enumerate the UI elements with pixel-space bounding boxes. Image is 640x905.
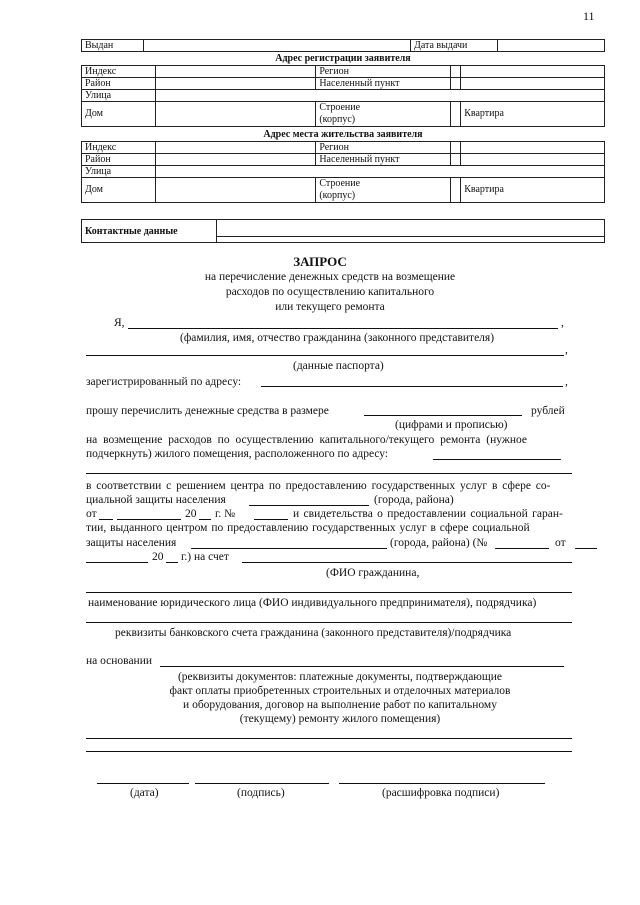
res-apartment-label: Квартира [461, 178, 605, 203]
reg-street-field[interactable] [155, 90, 604, 102]
center-city-line[interactable] [249, 505, 369, 506]
from-year-prefix: 20 [185, 508, 197, 520]
from-month-line[interactable] [117, 519, 181, 520]
signature-decode-hint: (расшифровка подписи) [382, 787, 500, 799]
rub-label: рублей [531, 405, 565, 417]
passport-line[interactable] [86, 355, 564, 356]
reg-building-label-1: Строение [319, 102, 361, 113]
reg-address-title: Адрес регистрации заявителя [275, 53, 411, 64]
issued-table [81, 39, 605, 52]
res-building-label [316, 178, 451, 203]
property-address-line-2[interactable] [86, 473, 572, 474]
reg-district-label: Район [82, 78, 156, 90]
reg-apartment-label: Квартира [461, 102, 605, 127]
request-sub-3: или текущего ремонта [275, 301, 385, 313]
res-region-field-a[interactable] [451, 142, 461, 154]
res-region-label: Регион [316, 142, 451, 154]
reg-house-label: Дом [82, 102, 156, 127]
cert-line-3a: защиты населения [86, 537, 177, 549]
docs-hint-1: (реквизиты документов: платежные документы, подтверждающие [177, 671, 503, 683]
bank-line[interactable] [86, 622, 572, 623]
signature-line[interactable] [195, 783, 329, 784]
cert-line-3c: от [555, 537, 566, 549]
reg-street-label: Улица [82, 90, 156, 102]
repair-line-1: на возмещение расходов по осуществлению капитального/текущего ремонта (нужное [86, 434, 527, 446]
issue-date-label: Дата выдачи [411, 40, 498, 52]
reg-locality-field-a[interactable] [451, 78, 461, 90]
basis-line-2[interactable] [86, 738, 572, 739]
res-index-field[interactable] [155, 142, 316, 154]
page-number: 11 [583, 9, 595, 23]
fio-citizen-hint: (ФИО гражданина, [326, 567, 420, 579]
reg-building-field[interactable] [451, 102, 461, 127]
basis-line[interactable] [160, 666, 564, 667]
cert-day-line[interactable] [575, 548, 597, 549]
res-street-label: Улица [82, 166, 156, 178]
docs-hint-4: (текущему) ремонту жилого помещения) [239, 713, 441, 725]
res-region-field[interactable] [461, 142, 605, 154]
reg-address-table [81, 65, 605, 127]
signature-hint: (подпись) [237, 787, 285, 799]
issued-field[interactable] [144, 40, 411, 52]
reg-region-field[interactable] [461, 66, 605, 78]
accord-line-1: в соответствии с решением центра по предоставлению государственных услуг в сфере со- [86, 480, 551, 492]
res-district-field[interactable] [155, 154, 316, 166]
res-district-label: Район [82, 154, 156, 166]
signature-decode-line[interactable] [339, 783, 545, 784]
comma-2: , [565, 344, 568, 356]
registered-line[interactable] [261, 386, 563, 387]
repair-line-2: подчеркнуть) жилого помещения, расположенного по адресу: [86, 448, 389, 460]
from-line-rest: и свидетельства о предоставлении социальной гаран- [293, 508, 563, 520]
date-hint: (дата) [130, 787, 159, 799]
from-year-line[interactable] [199, 519, 211, 520]
request-sub-2: расходов по осуществлению капитального [225, 286, 435, 298]
accord-line-2b: (города, района) [374, 494, 454, 506]
reg-region-label: Регион [316, 66, 451, 78]
res-street-field[interactable] [155, 166, 604, 178]
res-address-title: Адрес места жительства заявителя [263, 129, 423, 140]
digits-hint: (цифрами и прописью) [395, 419, 508, 431]
amount-line[interactable] [364, 415, 522, 416]
reg-locality-field[interactable] [461, 78, 605, 90]
issued-label: Выдан [82, 40, 144, 52]
res-locality-field[interactable] [461, 154, 605, 166]
cert-line-3b: (города, района) (№ [390, 537, 488, 549]
res-house-field[interactable] [155, 178, 316, 203]
cert-line-2: тии, выданного центром по предоставлению государственных услуг в сфере социальной [86, 522, 530, 534]
request-sub-1: на перечисление денежных средств на возмещение [204, 271, 456, 283]
comma-1: , [561, 317, 564, 329]
account-line[interactable] [242, 562, 572, 563]
registered-label: зарегистрированный по адресу: [86, 376, 242, 388]
reg-building-label-2: (корпус) [319, 114, 356, 125]
comma-3: , [565, 376, 568, 388]
res-address-table [81, 141, 605, 203]
res-locality-field-a[interactable] [451, 154, 461, 166]
fio-line[interactable] [128, 328, 558, 329]
passport-hint: (данные паспорта) [293, 360, 384, 372]
from-label: от [86, 508, 97, 520]
docs-hint-2: факт оплаты приобретенных строительных и отделочных материалов [169, 685, 511, 697]
contacts-field[interactable] [217, 220, 605, 243]
reg-district-field[interactable] [155, 78, 316, 90]
issue-date-field[interactable] [498, 40, 605, 52]
recipient-line[interactable] [86, 592, 572, 593]
fio-hint: (фамилия, имя, отчество гражданина (законного представителя) [180, 332, 495, 344]
cert-number-line[interactable] [495, 548, 549, 549]
reg-region-field-a[interactable] [451, 66, 461, 78]
cert-city-line[interactable] [191, 548, 387, 549]
acct-label: г.) на счет [181, 551, 229, 563]
from-g-no: г. № [215, 508, 236, 520]
res-index-label: Индекс [82, 142, 156, 154]
date-line[interactable] [97, 783, 189, 784]
from-day-line[interactable] [99, 519, 113, 520]
basis-label: на основании [86, 655, 153, 667]
legal-hint: наименование юридического лица (ФИО индивидуального предпринимателя), подрядчика) [88, 597, 537, 609]
decision-number-line[interactable] [254, 519, 288, 520]
reg-index-field[interactable] [155, 66, 316, 78]
basis-line-3[interactable] [86, 751, 572, 752]
contacts-label: Контактные данные [82, 220, 217, 243]
ya-label: Я, [114, 317, 125, 329]
res-building-field[interactable] [451, 178, 461, 203]
reg-locality-label: Населенный пункт [316, 78, 451, 90]
res-locality-label: Населенный пункт [316, 154, 451, 166]
request-title: ЗАПРОС [293, 254, 347, 269]
res-building-label-1: Строение [319, 178, 361, 189]
reg-building-label [316, 102, 451, 127]
res-building-label-2: (корпус) [319, 190, 356, 201]
property-address-line[interactable] [433, 459, 561, 460]
reg-index-label: Индекс [82, 66, 156, 78]
docs-hint-3: и оборудования, договор на выполнение работ по капитальному [183, 699, 497, 711]
contacts-table [81, 219, 605, 243]
reg-house-field[interactable] [155, 102, 316, 127]
ask-label: прошу перечислить денежные средства в размере [86, 405, 329, 417]
bank-hint: реквизиты банковского счета гражданина (законного представителя)/подрядчика [115, 627, 512, 639]
acct-year-line[interactable] [166, 562, 178, 563]
accord-line-2a: циальной защиты населения [86, 494, 226, 506]
res-house-label: Дом [82, 178, 156, 203]
cert-month-line[interactable] [86, 562, 148, 563]
acct-year-prefix: 20 [152, 551, 164, 563]
